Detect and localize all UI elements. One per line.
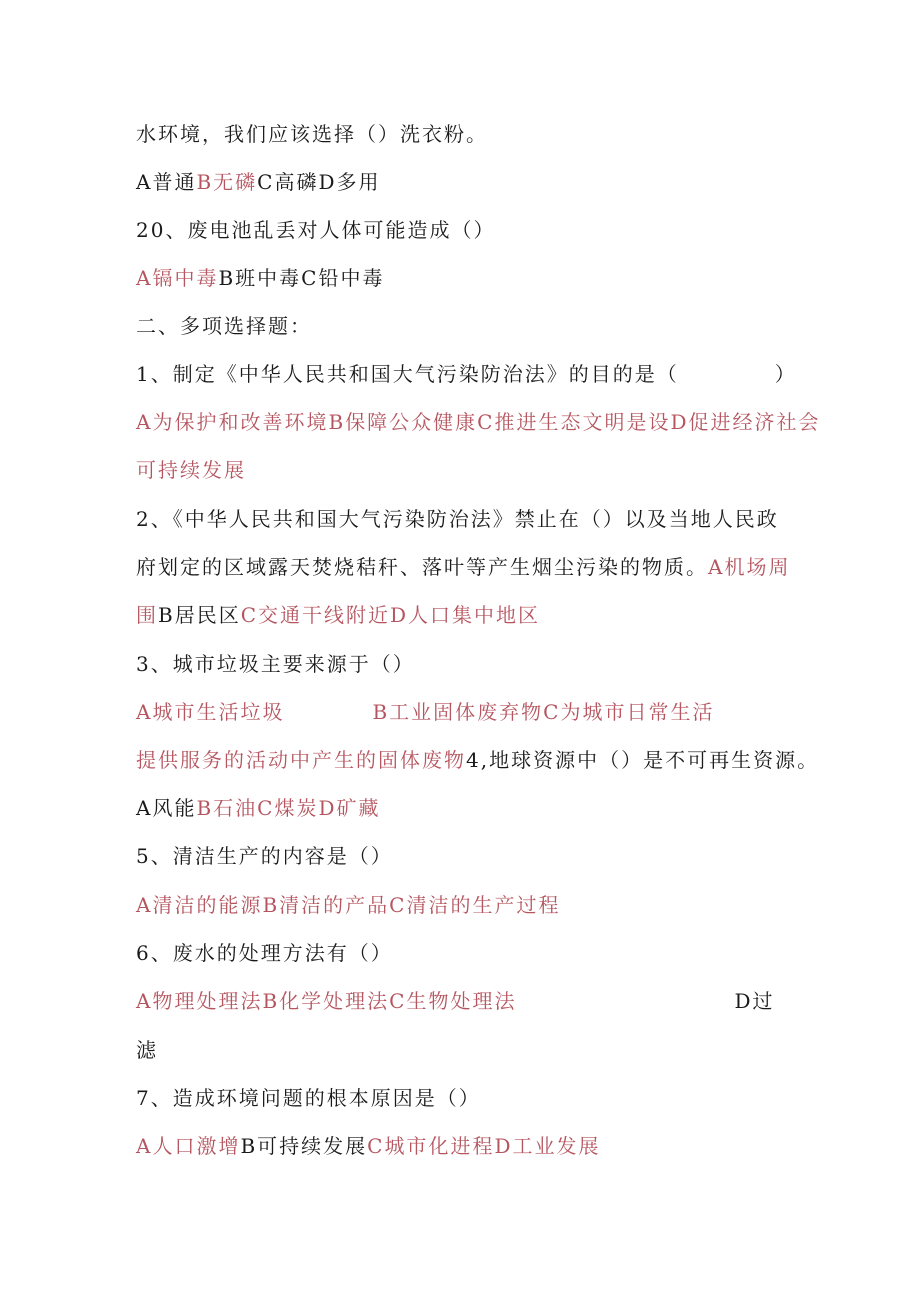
- text-line: [136, 264, 384, 292]
- question-text: D过: [734, 989, 775, 1013]
- text-line: [136, 505, 779, 533]
- question-text: 二、多项选择题：: [136, 314, 312, 338]
- text-line: [136, 408, 820, 436]
- text-line: [136, 987, 775, 1015]
- text-line: [136, 553, 790, 581]
- text-line: [136, 1036, 158, 1064]
- question-text: B可持续发展: [240, 1134, 368, 1158]
- answer-text: B无磷: [196, 170, 258, 194]
- answer-text: A机场周: [708, 555, 791, 579]
- text-line: [136, 120, 488, 148]
- question-text: C高磷D多用: [257, 170, 381, 194]
- text-line: [136, 698, 714, 726]
- question-text: 6、废水的处理方法有（）: [136, 941, 393, 965]
- text-line: [136, 1084, 481, 1112]
- text-line: [136, 746, 819, 774]
- question-text: B班中毒C铅中毒: [218, 266, 385, 290]
- question-text: A普通: [136, 170, 197, 194]
- answer-text: A为保护和改善环境B保障公众健康C推进生态文明是设D促进经济社会: [136, 410, 821, 434]
- text-line: [136, 650, 415, 678]
- question-text: 2、《中华人民共和国大气污染防治法》禁止在（）以及当地人民政: [136, 507, 779, 531]
- text-line: [136, 842, 393, 870]
- question-text: 7、造成环境问题的根本原因是（）: [136, 1086, 481, 1110]
- question-text: 4,地球资源中（）是不可再生资源。: [466, 748, 820, 772]
- answer-text: A城市生活垃圾: [136, 700, 285, 724]
- text-line: [136, 891, 560, 919]
- answer-text: C城市化进程D工业发展: [367, 1134, 601, 1158]
- answer-text: A物理处理法B化学处理法C生物处理法: [136, 989, 517, 1013]
- answer-text: B石油C煤炭D矿藏: [196, 796, 381, 820]
- text-line: [136, 168, 381, 196]
- question-text: 3、城市垃圾主要来源于（）: [136, 652, 415, 676]
- question-text: A风能: [136, 796, 197, 820]
- text-line: [136, 939, 393, 967]
- text-line: [136, 601, 540, 629]
- text-line: [136, 456, 246, 484]
- answer-text: 可持续发展: [136, 458, 246, 482]
- question-text: 府划定的区域露天焚烧秸秆、落叶等产生烟尘污染的物质。: [136, 555, 708, 579]
- question-text: 滤: [136, 1038, 158, 1062]
- question-text: 水环境，我们应该选择（）洗衣粉。: [136, 122, 488, 146]
- answer-text: B工业固体废弃物C为城市日常生活: [372, 700, 715, 724]
- question-text: B居民区: [158, 603, 241, 627]
- question-text: 20、废电池乱丢对人体可能造成（）: [136, 218, 496, 242]
- answer-text: 提供服务的活动中产生的固体废物: [136, 748, 466, 772]
- question-text: 5、清洁生产的内容是（）: [136, 844, 393, 868]
- answer-text: A镉中毒: [136, 266, 219, 290]
- text-line: [136, 794, 381, 822]
- question-text: ）: [774, 362, 797, 386]
- answer-text: 围: [136, 603, 158, 627]
- question-text: 1、制定《中华人民共和国大气污染防治法》的目的是（: [136, 362, 679, 386]
- text-line: [136, 312, 312, 340]
- text-line: [136, 216, 495, 244]
- answer-text: A清洁的能源B清洁的产品C清洁的生产过程: [136, 893, 561, 917]
- text-line: [136, 1132, 601, 1160]
- answer-text: C交通干线附近D人口集中地区: [240, 603, 541, 627]
- text-line: [136, 360, 797, 388]
- answer-text: A人口激增: [136, 1134, 241, 1158]
